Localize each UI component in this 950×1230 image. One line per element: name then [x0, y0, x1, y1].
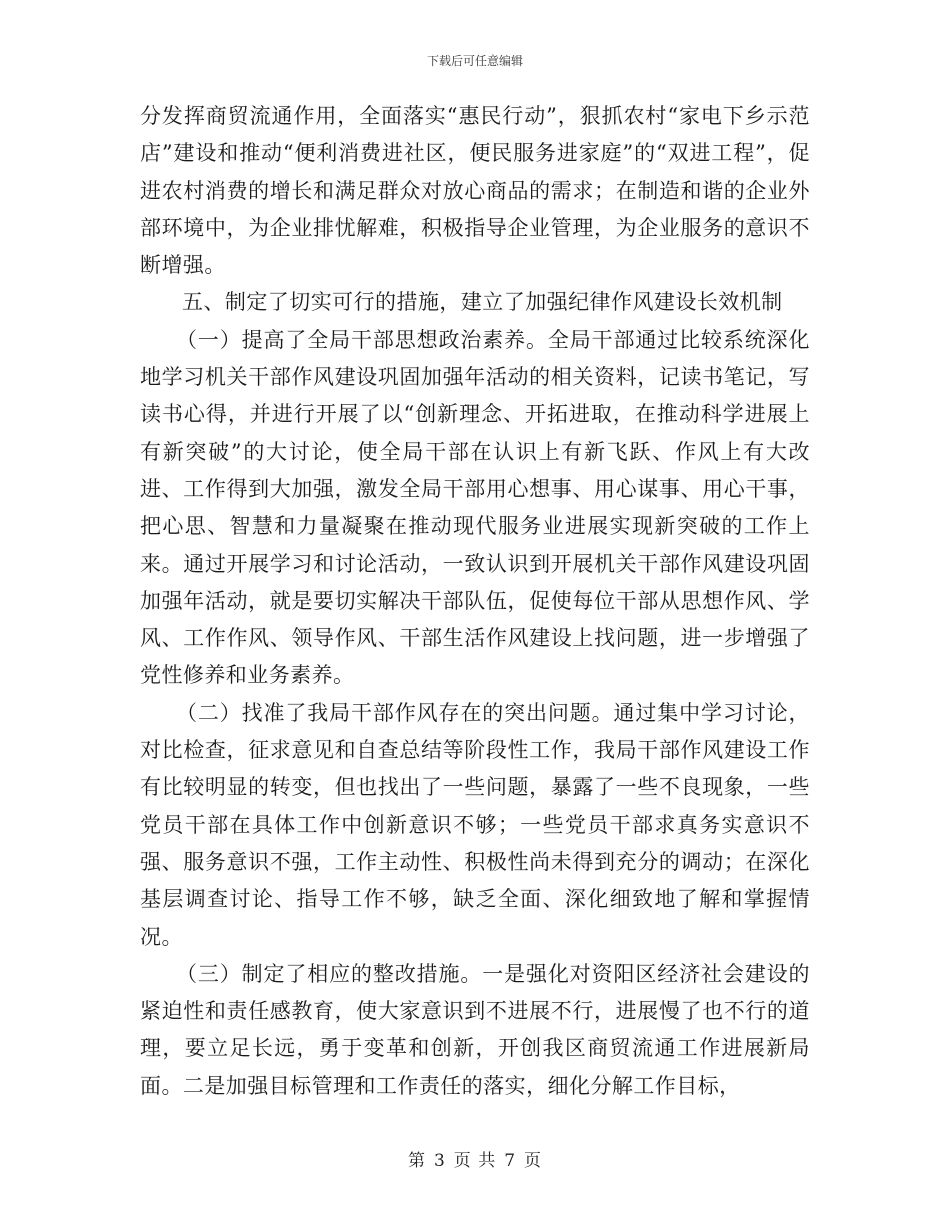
paragraph-item-two: （二）找准了我局干部作风存在的突出问题。通过集中学习讨论，对比检查，征求意见和自查总结等阶段性工作，我局干部作风建设工作有比较明显的转变，但也找出了一些问题，暴露了一些不良现象，一些党员干部在具体工作中创新意识不够；一些党员干部求真务实意识不强、服务意识不强，工作主动性、积极性尚未得到充分的调动；在深化基层调查讨论、指导工作不够，缺乏全面、深化细致地了解和掌握情况。: [140, 700, 810, 949]
section-heading-five: 五、制定了切实可行的措施，建立了加强纪律作风建设长效机制: [182, 290, 783, 315]
footer-middle: 页 共: [453, 1151, 497, 1171]
document-body: [140, 98, 810, 1105]
current-page-number: 3: [433, 1151, 446, 1171]
paragraph-continued: 分发挥商贸流通作用，全面落实“惠民行动”，狠抓农村“家电下乡示范店”建设和推动“便利消费进社区，便民服务进家庭”的“双进工程”，促进农村消费的增长和满足群众对放心商品的需求；在制造和谐的企业外部环境中，为企业排忧解难，积极指导企业管理，为企业服务的意识不断增强。: [140, 104, 810, 278]
footer-suffix: 页: [524, 1151, 543, 1171]
paragraph-item-three: （三）制定了相应的整改措施。一是强化对资阳区经济社会建设的紧迫性和责任感教育，使大家意识到不进展不行，进展慢了也不行的道理，要立足长远，勇于变革和创新，开创我区商贸流通工作进展新局面。二是加强目标管理和工作责任的落实，细化分解工作目标，: [140, 961, 810, 1098]
paragraph-item-one: （一）提高了全局干部思想政治素养。全局干部通过比较系统深化地学习机关干部作风建设巩固加强年活动的相关资料，记读书笔记，写读书心得，并进行开展了以“创新理念、开拓进取，在推动科学进展上有新突破”的大讨论，使全局干部在认识上有新飞跃、作风上有大改进、工作得到大加强，激发全局干部用心想事、用心谋事、用心干事，把心思、智慧和力量凝聚在推动现代服务业进展实现新突破的工作上来。通过开展学习和讨论活动，一致认识到开展机关干部作风建设巩固加强年活动，就是要切实解决干部队伍，促使每位干部从思想作风、学风、工作作风、领导作风、干部生活作风建设上找问题，进一步增强了党性修养和业务素养。: [140, 327, 810, 688]
total-page-count: 7: [504, 1151, 517, 1171]
footer-prefix: 第: [407, 1151, 426, 1171]
page-footer: [0, 1146, 950, 1171]
page-header: 下载后可任意编辑: [426, 54, 523, 68]
